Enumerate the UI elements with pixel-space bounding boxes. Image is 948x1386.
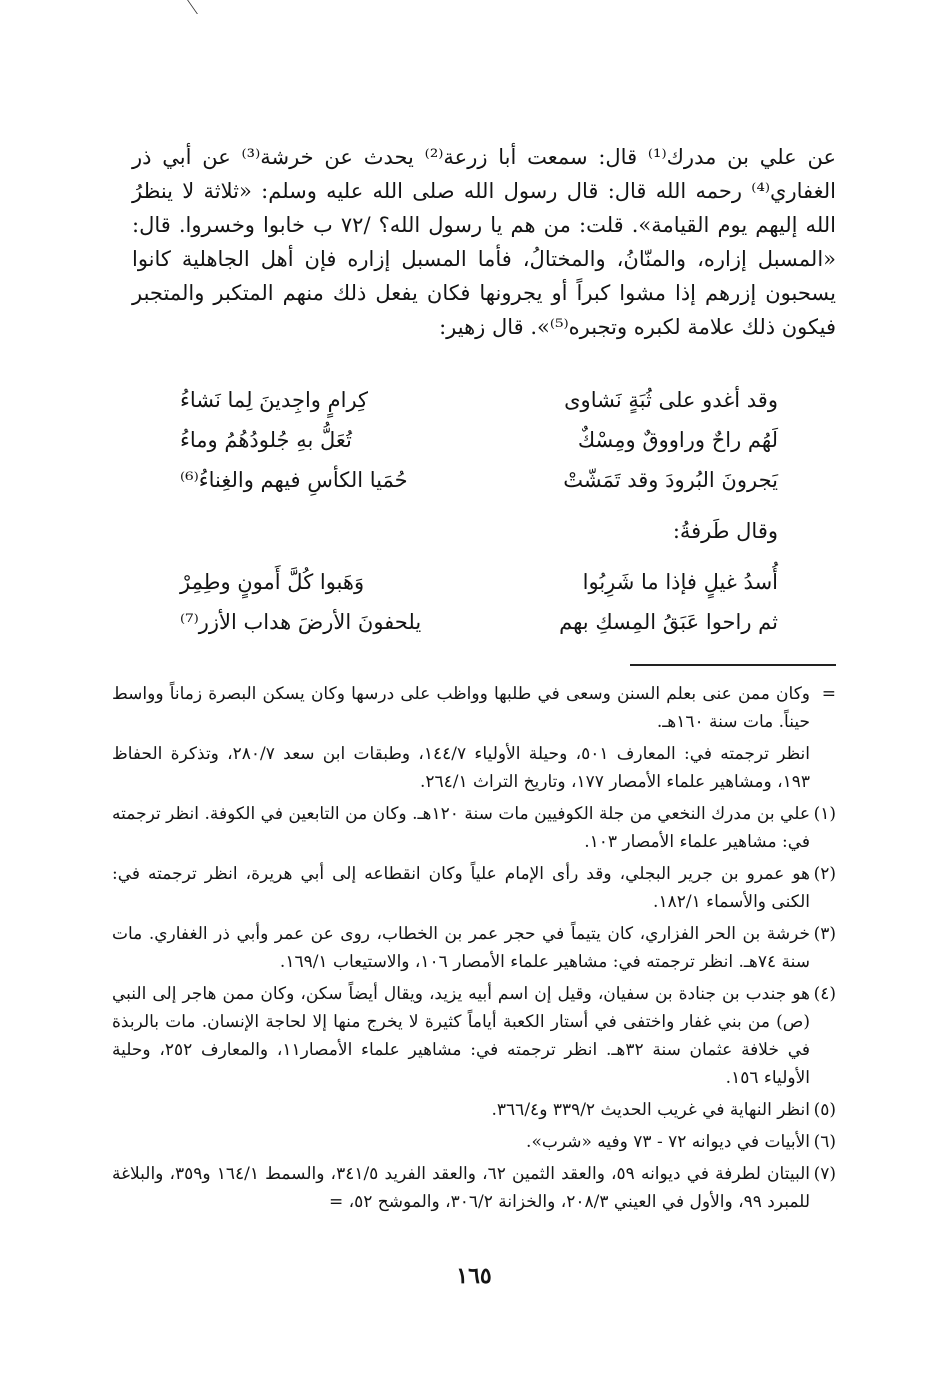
footnote-item [112,1128,836,1156]
verse-second-half: يلحفونَ الأرضَ هداب الأزر⁽⁷⁾ [180,610,422,634]
poem-zuhair [180,380,778,500]
footnote-divider [630,664,836,666]
verse-second-half: وَهَبوا كُلَّ أَمونٍ وطِمِرْ [180,570,365,594]
footnote-text: علي بن مدرك النخعي من جلة الكوفيين مات سنة ١٢٠هـ. وكان من التابعين في الكوفة. انظر ترجمته في: مشاهير علماء الأمصار ١٠٣. [112,804,810,852]
footnote-text: هو جندب بن جنادة بن سفيان، وقيل إن اسم أبيه يزيد، ويقال أيضاً سكن، وكان ممن هاجر إلى النبي (ص) من بني غفار واختفى في أستار الكعبة أياماً كثيرة لا يخرج منها إلا لحاجة الإنسان. مات بالربذة في خلافة عثمان سنة ٣٢هـ. انظر ترجمته في: مشاهير علماء الأمصار١١، والمعارف ٢٥٢، وحلية الأولياء ١٥٦. [112,984,811,1088]
poem-tarafa [180,562,778,642]
verse [180,460,778,500]
footnote-text: البيتان لطرفة في ديوانه ٥٩، والعقد الثمين ٦٢، والعقد الفريد ٣٤١/٥، والسمط ١٦٤/١ و٣٥٩، والبلاغة للمبرد ٩٩، والأول في العيني ٢٠٨/٣، والخزانة ٣٠٦/٢، والموشح ٥٢، = [112,1164,811,1212]
footnote-item [112,920,836,976]
verse-first-half: يَجرونَ البُرودَ وقد تَمَشّتْ [563,468,778,492]
verse-first-half: أُسدُ غيلٍ فإذا ما شَرِبُوا [582,570,778,594]
verse-second-half: تُعَلُّ بهِ جُلودُهُمُ وماءُ [180,428,352,452]
verse [180,562,778,602]
footnote-text: وكان ممن عنى بعلم السنن وسعى في طلبها وواظب على درسها وكان يسكن البصرة زماناً وواسط حيناً. مات سنة ١٦٠هـ. [112,684,810,732]
footnote-text: الأبيات في ديوانه ٧٢ - ٧٣ وفيه «شرب». [526,1132,810,1152]
verse-second-half: حُمَيا الكأسِ فيهم والغِناءُ⁽⁶⁾ [180,468,408,492]
footnote-text: خرشة بن الحر الفزاري، كان يتيماً في حجر عمر بن الخطاب، روى عن عمر وأبي ذر الغفاري. مات سنة ٧٤هـ. انظر ترجمته في: مشاهير علماء الأمصار ١٠٦، والاستيعاب ١٦٩/١. [112,924,810,972]
footnote-number: (٤) [813,984,836,1004]
verse-first-half: ثم راحوا عَبَقُ المِسكِ بهم [559,610,778,634]
footnote-item [112,1160,836,1216]
footnote-item [112,980,836,1092]
footnote-references: انظر ترجمته في: المعارف ٥٠١، وحيلة الأولياء ١٤٤/٧، وطبقات ابن سعد ٢٨٠/٧، وتذكرة الحفاظ ١٩٣، ومشاهير علماء الأمصار ١٧٧، وتاريخ التراث ٢٦٤/١. [112,744,810,792]
verse [180,380,778,420]
footnotes [112,680,836,1220]
footnote-number: (٣) [813,924,836,944]
footnote-number: (٦) [813,1132,836,1152]
footnote-number: (١) [813,804,836,824]
footnote-item [112,1096,836,1124]
footnote-continued [112,680,836,736]
page-number: ١٦٥ [456,1263,492,1289]
body-paragraph: عن علي بن مدرك⁽¹⁾ قال: سمعت أبا زرعة⁽²⁾ يحدث عن خرشة⁽³⁾ عن أبي ذر الغفاري⁽⁴⁾ رحمه الله قال: قال رسول الله صلى الله عليه وسلم: «ثلاثة لا ينظرُ الله إليهم يوم القيامة». قلت: من هم يا رسول الله؟ /٧٢ ب خابوا وخسروا. قال: «المسبل إزاره، والمنّانُ، والمختالُ، فأما المسبل إزاره فإن أهل الجاهلية كانوا يسحبون إزرهم إذا مشوا كبراً أو يجرونها فكان يفعل ذلك منهم المتكبر والمتجبر فيكون ذلك علامة لكبره وتجبره⁽⁵⁾». قال زهير: [132,145,837,339]
verse-first-half: لَهُم راحٌ وراووقٌ ومِسْكٌ [577,428,778,452]
verse [180,420,778,460]
poem2-intro: وقال طَرفةُ: [672,519,778,543]
verse-first-half: وقد أغدو على ثُبَةٍ نَشاوى [564,388,778,412]
verse [180,602,778,642]
verse-second-half: كِرامٍ واجِدينَ لِما نَشاءُ [180,388,369,412]
scan-mark [187,0,210,14]
main-text [132,140,836,344]
footnote-number: = [821,684,836,704]
footnote-item [112,800,836,856]
footnote-number: (٧) [813,1164,836,1184]
footnote-text: انظر النهاية في غريب الحديث ٣٣٩/٢ و٣٦٦/٤. [491,1100,810,1120]
footnote-number: (٥) [813,1100,836,1120]
footnote-number: (٢) [813,864,836,884]
footnote-text: هو عمرو بن جرير البجلي، وقد رأى الإمام علياً وكان انقطاعه إلى أبي هريرة، انظر ترجمته في: الكنى والأسماء ١٨٢/١. [112,864,810,912]
footnote-item [112,860,836,916]
